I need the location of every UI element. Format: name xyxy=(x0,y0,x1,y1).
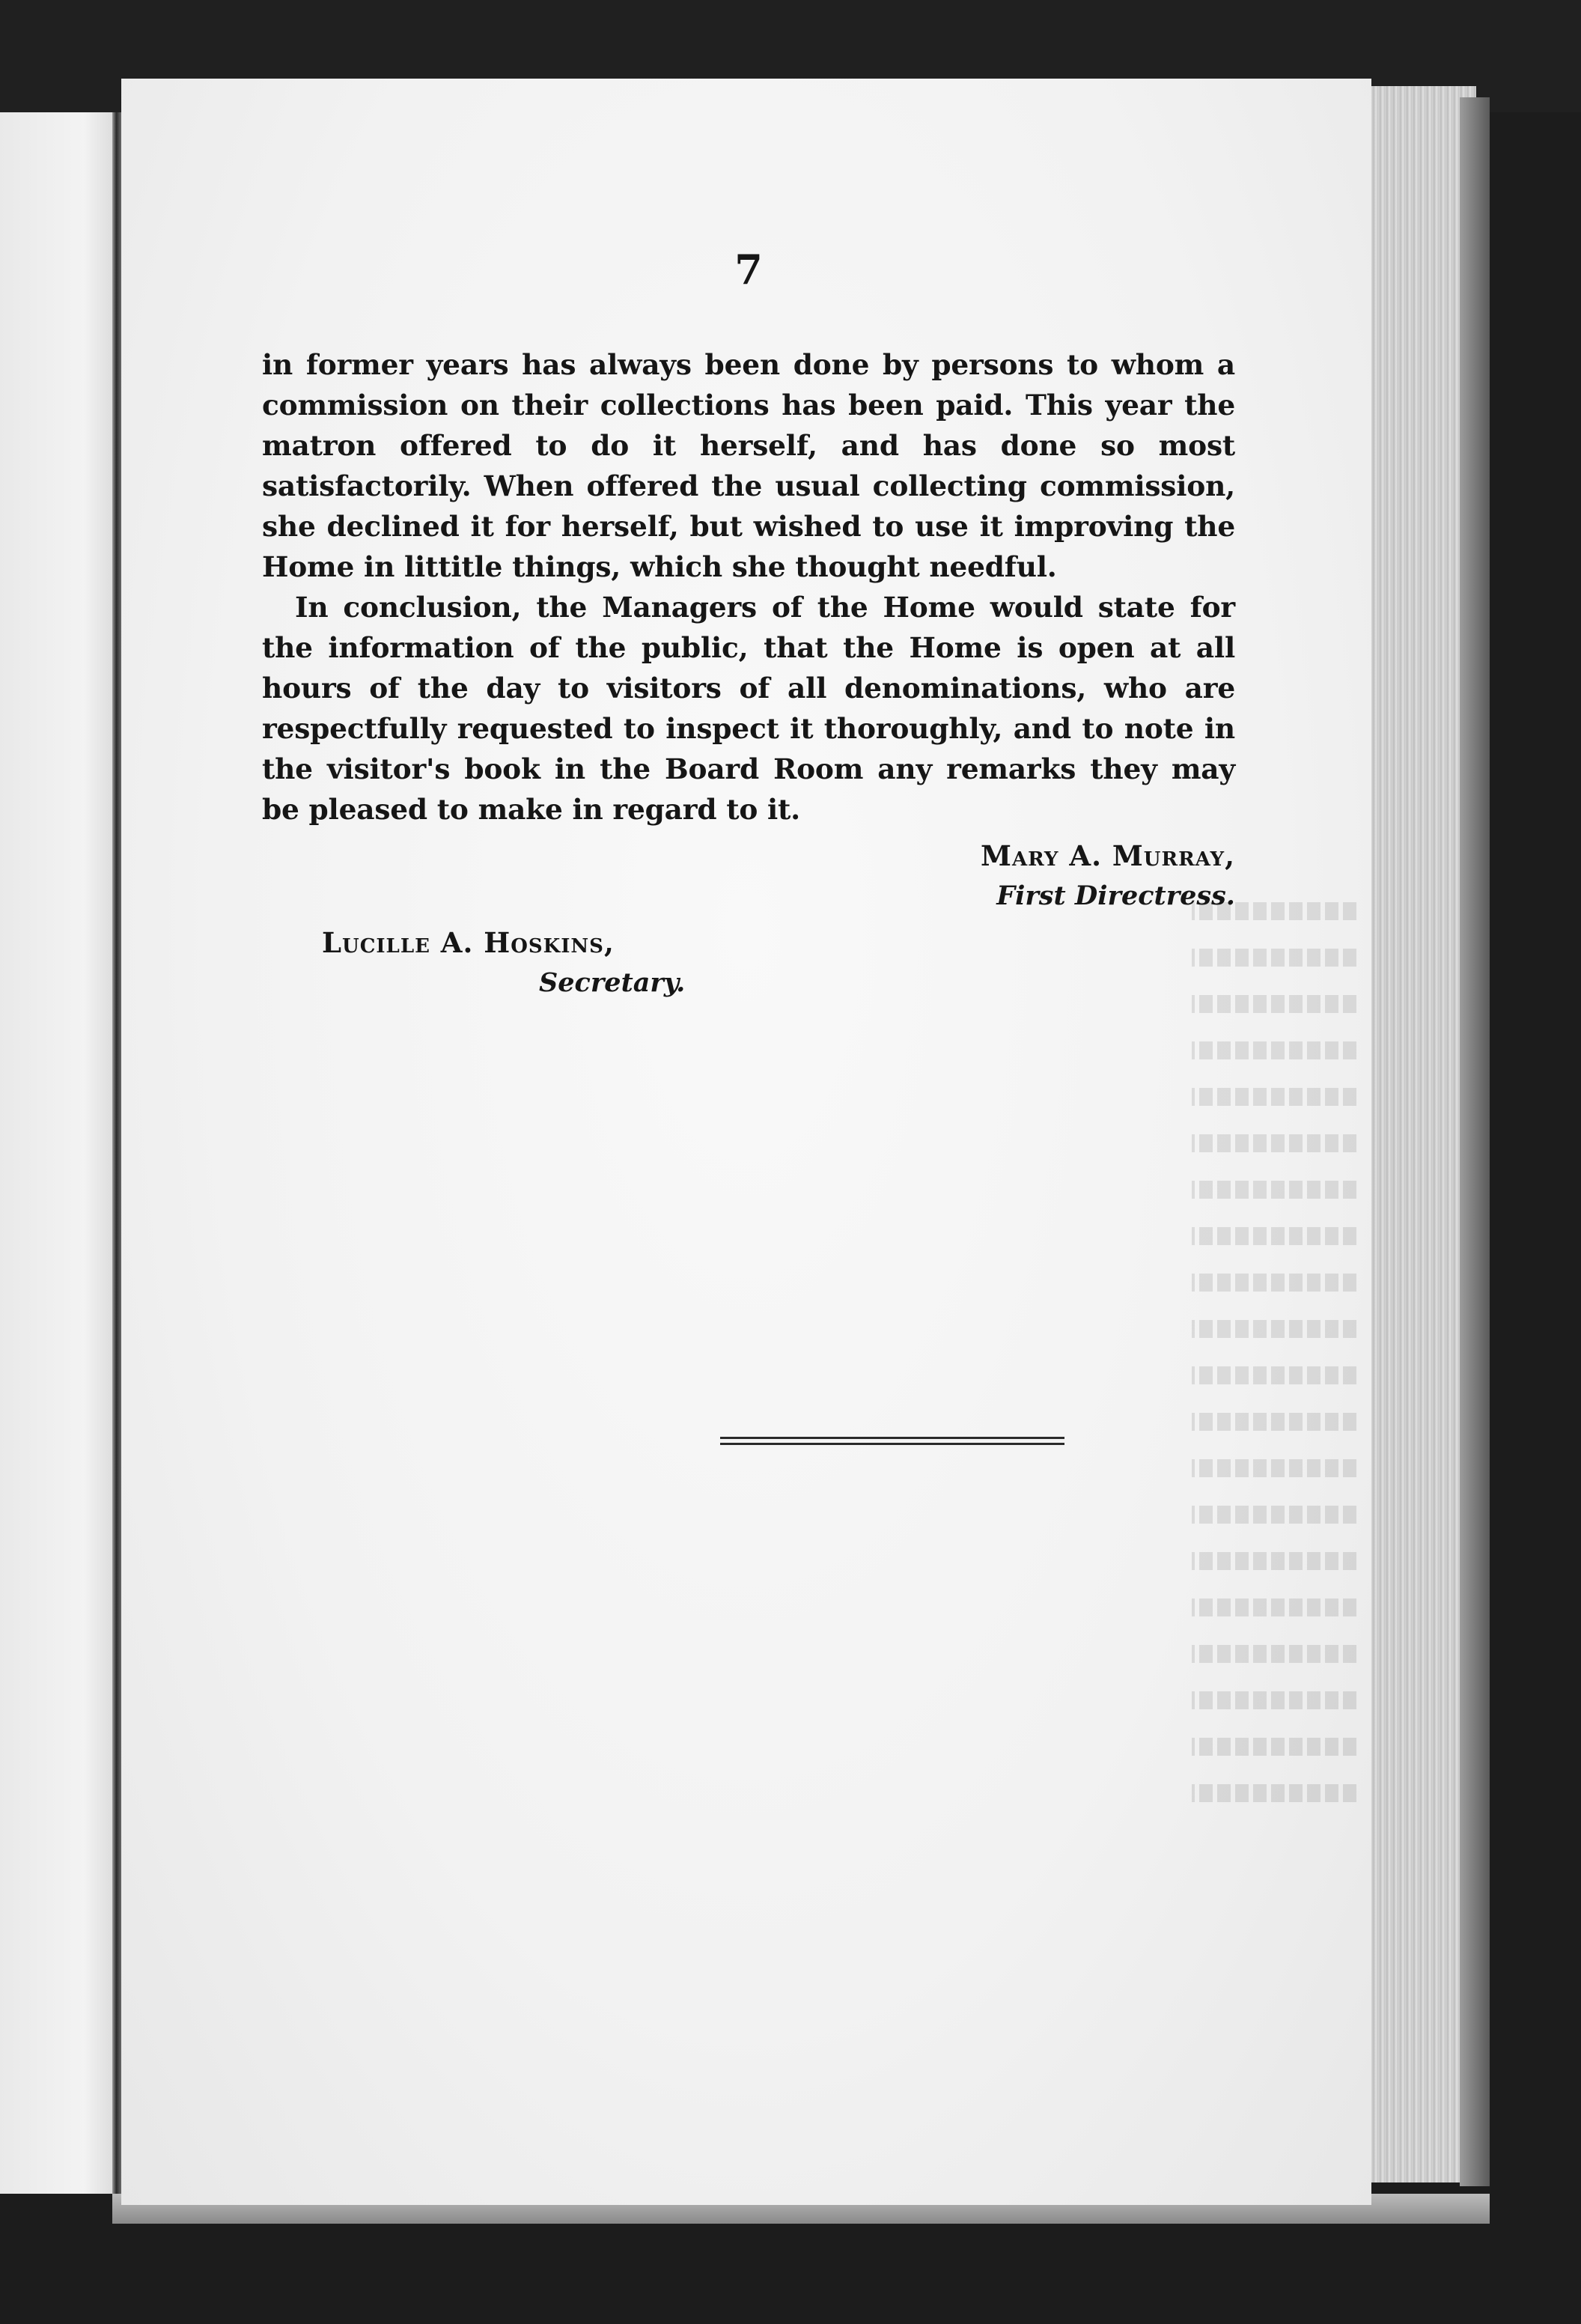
signature-name: Mary A. Murray, xyxy=(980,839,1235,872)
signature-first-directress xyxy=(262,836,1235,916)
paragraph-conclusion: In conclusion, the Managers of the Home would state for the information of the public, that the Home is open at all hours of the day to visitors of all denominations, who are respectfully requested to inspect it thoroughly, and to note in the visitor's book in the Board Room any remarks they may be pleased to make in regard to it. xyxy=(262,591,1235,826)
signature-secretary xyxy=(262,922,1235,1003)
book-gutter xyxy=(112,112,121,2194)
paragraph-continued: in former years has always been done by persons to whom a commission on their collections has been paid. This year the matron offered to do it herself, and has done so most satisfactorily. When offered the usual collecting commission, she declined it for herself, but wished to use it improving the Home in littitle things, which she thought needful. xyxy=(262,348,1235,583)
signature-title: Secretary. xyxy=(539,967,686,998)
book-cover-edge xyxy=(1460,97,1490,2186)
page-content xyxy=(262,247,1235,1003)
section-divider-rule xyxy=(720,1437,1064,1447)
signature-name: Lucille A. Hoskins, xyxy=(322,926,615,959)
bleed-through-text xyxy=(1192,902,1356,1861)
facing-page-edge xyxy=(0,112,120,2194)
signature-title: First Directress. xyxy=(996,880,1235,911)
page-number: 7 xyxy=(734,246,763,293)
